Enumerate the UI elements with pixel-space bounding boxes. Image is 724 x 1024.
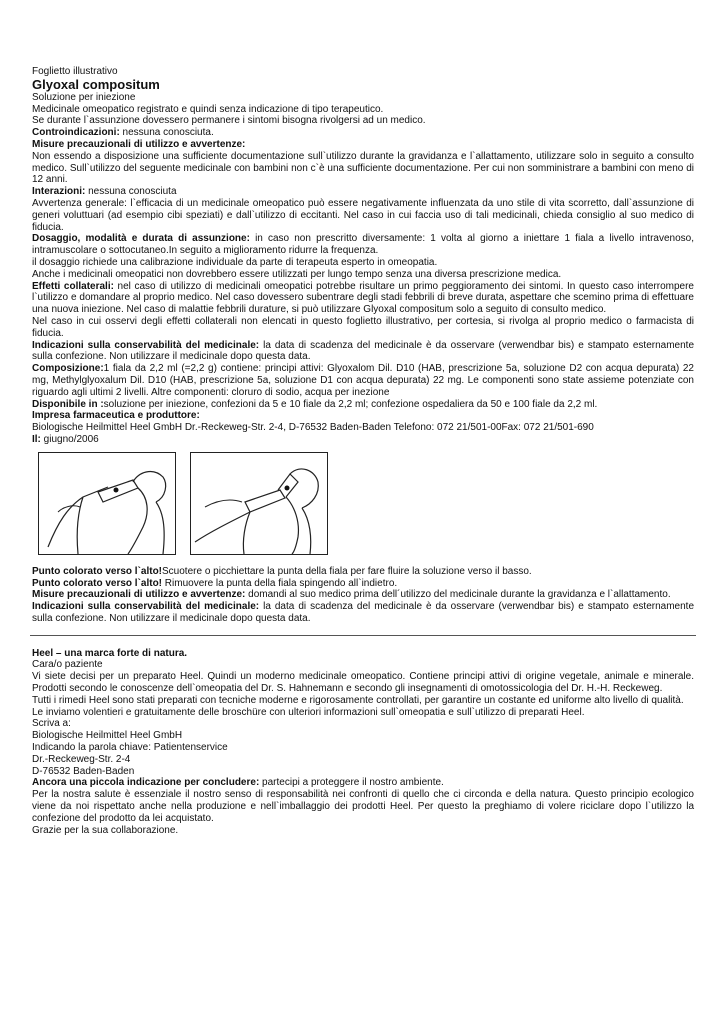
doc-type: Foglietto illustrativo bbox=[32, 66, 118, 77]
effetti-line-2: Nel caso in cui osservi degli effetti collaterali non elencati in questo foglietto illustrativo, per cortesia, si rivolga al proprio medico o farmacista di fiducia. bbox=[32, 315, 694, 339]
dosaggio: Dosaggio, modalità e durata di assunzione: in caso non prescritto diversamente: 1 volta al giorno a iniettare 1 fiala a livello intravenoso, intramuscolare o sottocutaneo.In seguito a miglioramento ridurre la frequenza. bbox=[32, 233, 694, 257]
effetti: Effetti collaterali: nel caso di utilizzo di medicinali omeopatici potrebbe risultare un primo peggioramento dei sintomi. In questo caso interrompere l`utilizzo e domandare al proprio medico. Nel caso dovessero subentrare degli stadi febbrili di breve durata, aspettare che scemino prima di effettuare una nuova iniezione. Nel caso di malattie febbrili durature, si può utilizzare Glyoxal compositum solo a seguito di consulto medico. bbox=[32, 280, 694, 316]
impresa-heading: Impresa farmaceutica e produttore: bbox=[32, 410, 200, 422]
intro-line-2: Se durante l`assunzione dovessero permanere i sintomi bisogna rivolgersi ad un medico. bbox=[32, 115, 426, 127]
heel-address-2: Indicando la parola chiave: Patientenservice bbox=[32, 742, 228, 754]
heel-ancora: Ancora una piccola indicazione per concludere: partecipi a proteggere il nostro ambiente. bbox=[32, 777, 444, 789]
punto-colorato-2: Punto colorato verso l`alto! Rimuovere la punta della fiala spingendo all`indietro. bbox=[32, 577, 398, 589]
heel-para-2: Tutti i rimedi Heel sono stati preparati con tecniche moderne e rigorosamente controllati, per garantire un costante ed uniforme alto livello di qualità. bbox=[32, 694, 684, 706]
misure-2: Misure precauzionali di utilizzo e avvertenze: domandi al suo medico prima dell´utilizzo del medicinale durante la gravidanza e l`allattamento. bbox=[32, 589, 671, 601]
heel-thanks: Grazie per la sua collaborazione. bbox=[32, 824, 179, 836]
punto-colorato-1: Punto colorato verso l`alto!Scuotere o picchiettare la punta della fiala per fare fluire la soluzione verso il basso. bbox=[32, 565, 532, 577]
ampoule-break-illustration bbox=[190, 452, 328, 555]
intro-line-1: Medicinale omeopatico registrato e quindi senza indicazione di tipo terapeutico. bbox=[32, 103, 384, 115]
heel-address-4: D-76532 Baden-Baden bbox=[32, 765, 135, 777]
dosaggio-line-2: il dosaggio richiede una calibrazione individuale da parte di terapeuta esperto in omeopatia. bbox=[32, 256, 438, 268]
composizione: Composizione:1 fiala da 2,2 ml (=2,2 g) contiene: principi attivi: Glyoxalom Dil. D10 (HAB, prescrizione 5a, soluzione D2 con acqua depurata) 22 mg, Methylglyoxalum Dil. D10 (HAB, prescrizione 5a, soluzione D1 con acqua depurata) 22 mg. Le componenti sono state assieme potenziate con riguardo agli ultimi 2 livelli. Altre componenti: cloruro di sodio, acqua per inezione bbox=[32, 363, 694, 398]
misure-heading: Misure precauzionali di utilizzo e avvertenze: bbox=[32, 138, 246, 150]
section-divider bbox=[30, 635, 696, 636]
leaflet bbox=[32, 66, 694, 836]
heel-para-4: Per la nostra salute è essenziale il nostro senso di responsabilità nei confronti di quello che ci circonda e della natura. Questo principio ecologico viene da noi rispettato anche nella produzione e nell`imballaggio dei prodotti Heel. Per questo la preghiamo di volere riciclare dopo l`utilizzo la confezione del prodotto da lei acquistato. bbox=[32, 789, 694, 824]
product-title: Glyoxal compositum bbox=[32, 76, 160, 92]
heel-scriva: Scriva a: bbox=[32, 718, 71, 730]
misure-text: Non essendo a disposizione una sufficiente documentazione sull`utilizzo durante la gravidanza e l`allattamento, utilizzare solo in seguito a consulto medico. Sull`utilizzo del seguente medicinale con bambini non c`è una sufficiente documentazione. Per cui non somministrare a bambini con meno di 12 anni. bbox=[32, 150, 694, 186]
avvertenza: Avvertenza generale: l`efficacia di un medicinale omeopatico può essere negativamente influenzata da uno stile di vita scorretto, dall`assunzione di generi voluttuari (ad esempio cibi speziati) e dall`utilizzo di eccitanti. Nel caso in cui faccia uso di tali medicinali, chieda consiglio al suo medico di fiducia. bbox=[32, 197, 694, 233]
heel-address-1: Biologische Heilmittel Heel GmbH bbox=[32, 730, 183, 742]
heel-address-3: Dr.-Reckeweg-Str. 2-4 bbox=[32, 753, 131, 765]
heel-salutation: Cara/o paziente bbox=[32, 659, 103, 671]
conservabilita-2: Indicazioni sulla conservabilità del medicinale: la data di scadenza del medicinale è da osservare (verwendbar bis) e stampato esternamente sulla confezione. Non utilizzare il medicinale dopo questa data. bbox=[32, 601, 695, 624]
disponibile: Disponibile in :soluzione per iniezione, confezioni da 5 e 10 fiale da 2,2 ml; confezione ospedaliera da 50 e 100 fiale da 2,2 ml. bbox=[32, 398, 598, 410]
impresa-text: Biologische Heilmittel Heel GmbH Dr.-Reckeweg-Str. 2-4, D-76532 Baden-Baden Telefono: 072 21/501-00Fax: 072 21/501-690 bbox=[32, 422, 594, 434]
subtitle: Soluzione per iniezione bbox=[32, 91, 136, 103]
dosaggio-line-3: Anche i medicinali omeopatici non dovrebbero essere utilizzati per lungo tempo senza una diversa prescrizione medica. bbox=[32, 268, 562, 280]
ampoule-figures bbox=[38, 452, 694, 560]
heel-title: Heel – una marca forte di natura. bbox=[32, 647, 188, 659]
ampoule-shake-illustration bbox=[38, 452, 176, 555]
issue-date: Il: giugno/2006 bbox=[32, 433, 99, 445]
controindicazioni: Controindicazioni: nessuna conosciuta. bbox=[32, 127, 214, 139]
conservabilita: Indicazioni sulla conservabilità del medicinale: la data di scadenza del medicinale è da osservare (verwendbar bis) e stampato esternamente sulla confezione. Non utilizzare il medicinale dopo questa data. bbox=[32, 339, 695, 363]
heel-para-1: Vi siete decisi per un preparato Heel. Quindi un moderno medicinale omeopatico. Contiene principi attivi di origine vegetale, animale e minerale. Prodotti secondo le conoscenze dell`omeopatia del Dr. S. Hahnemann e secondo gli insegnamenti di omotossicologia del Dr. H.-H. Reckeweg. bbox=[32, 671, 694, 695]
heel-para-3: Le inviamo volentieri e gratuitamente delle broschüre con ulteriori informazioni sull`omeopatia e sull`utilizzo di preparati Heel. bbox=[32, 706, 585, 718]
interazioni: Interazioni: nessuna conosciuta bbox=[32, 186, 177, 198]
